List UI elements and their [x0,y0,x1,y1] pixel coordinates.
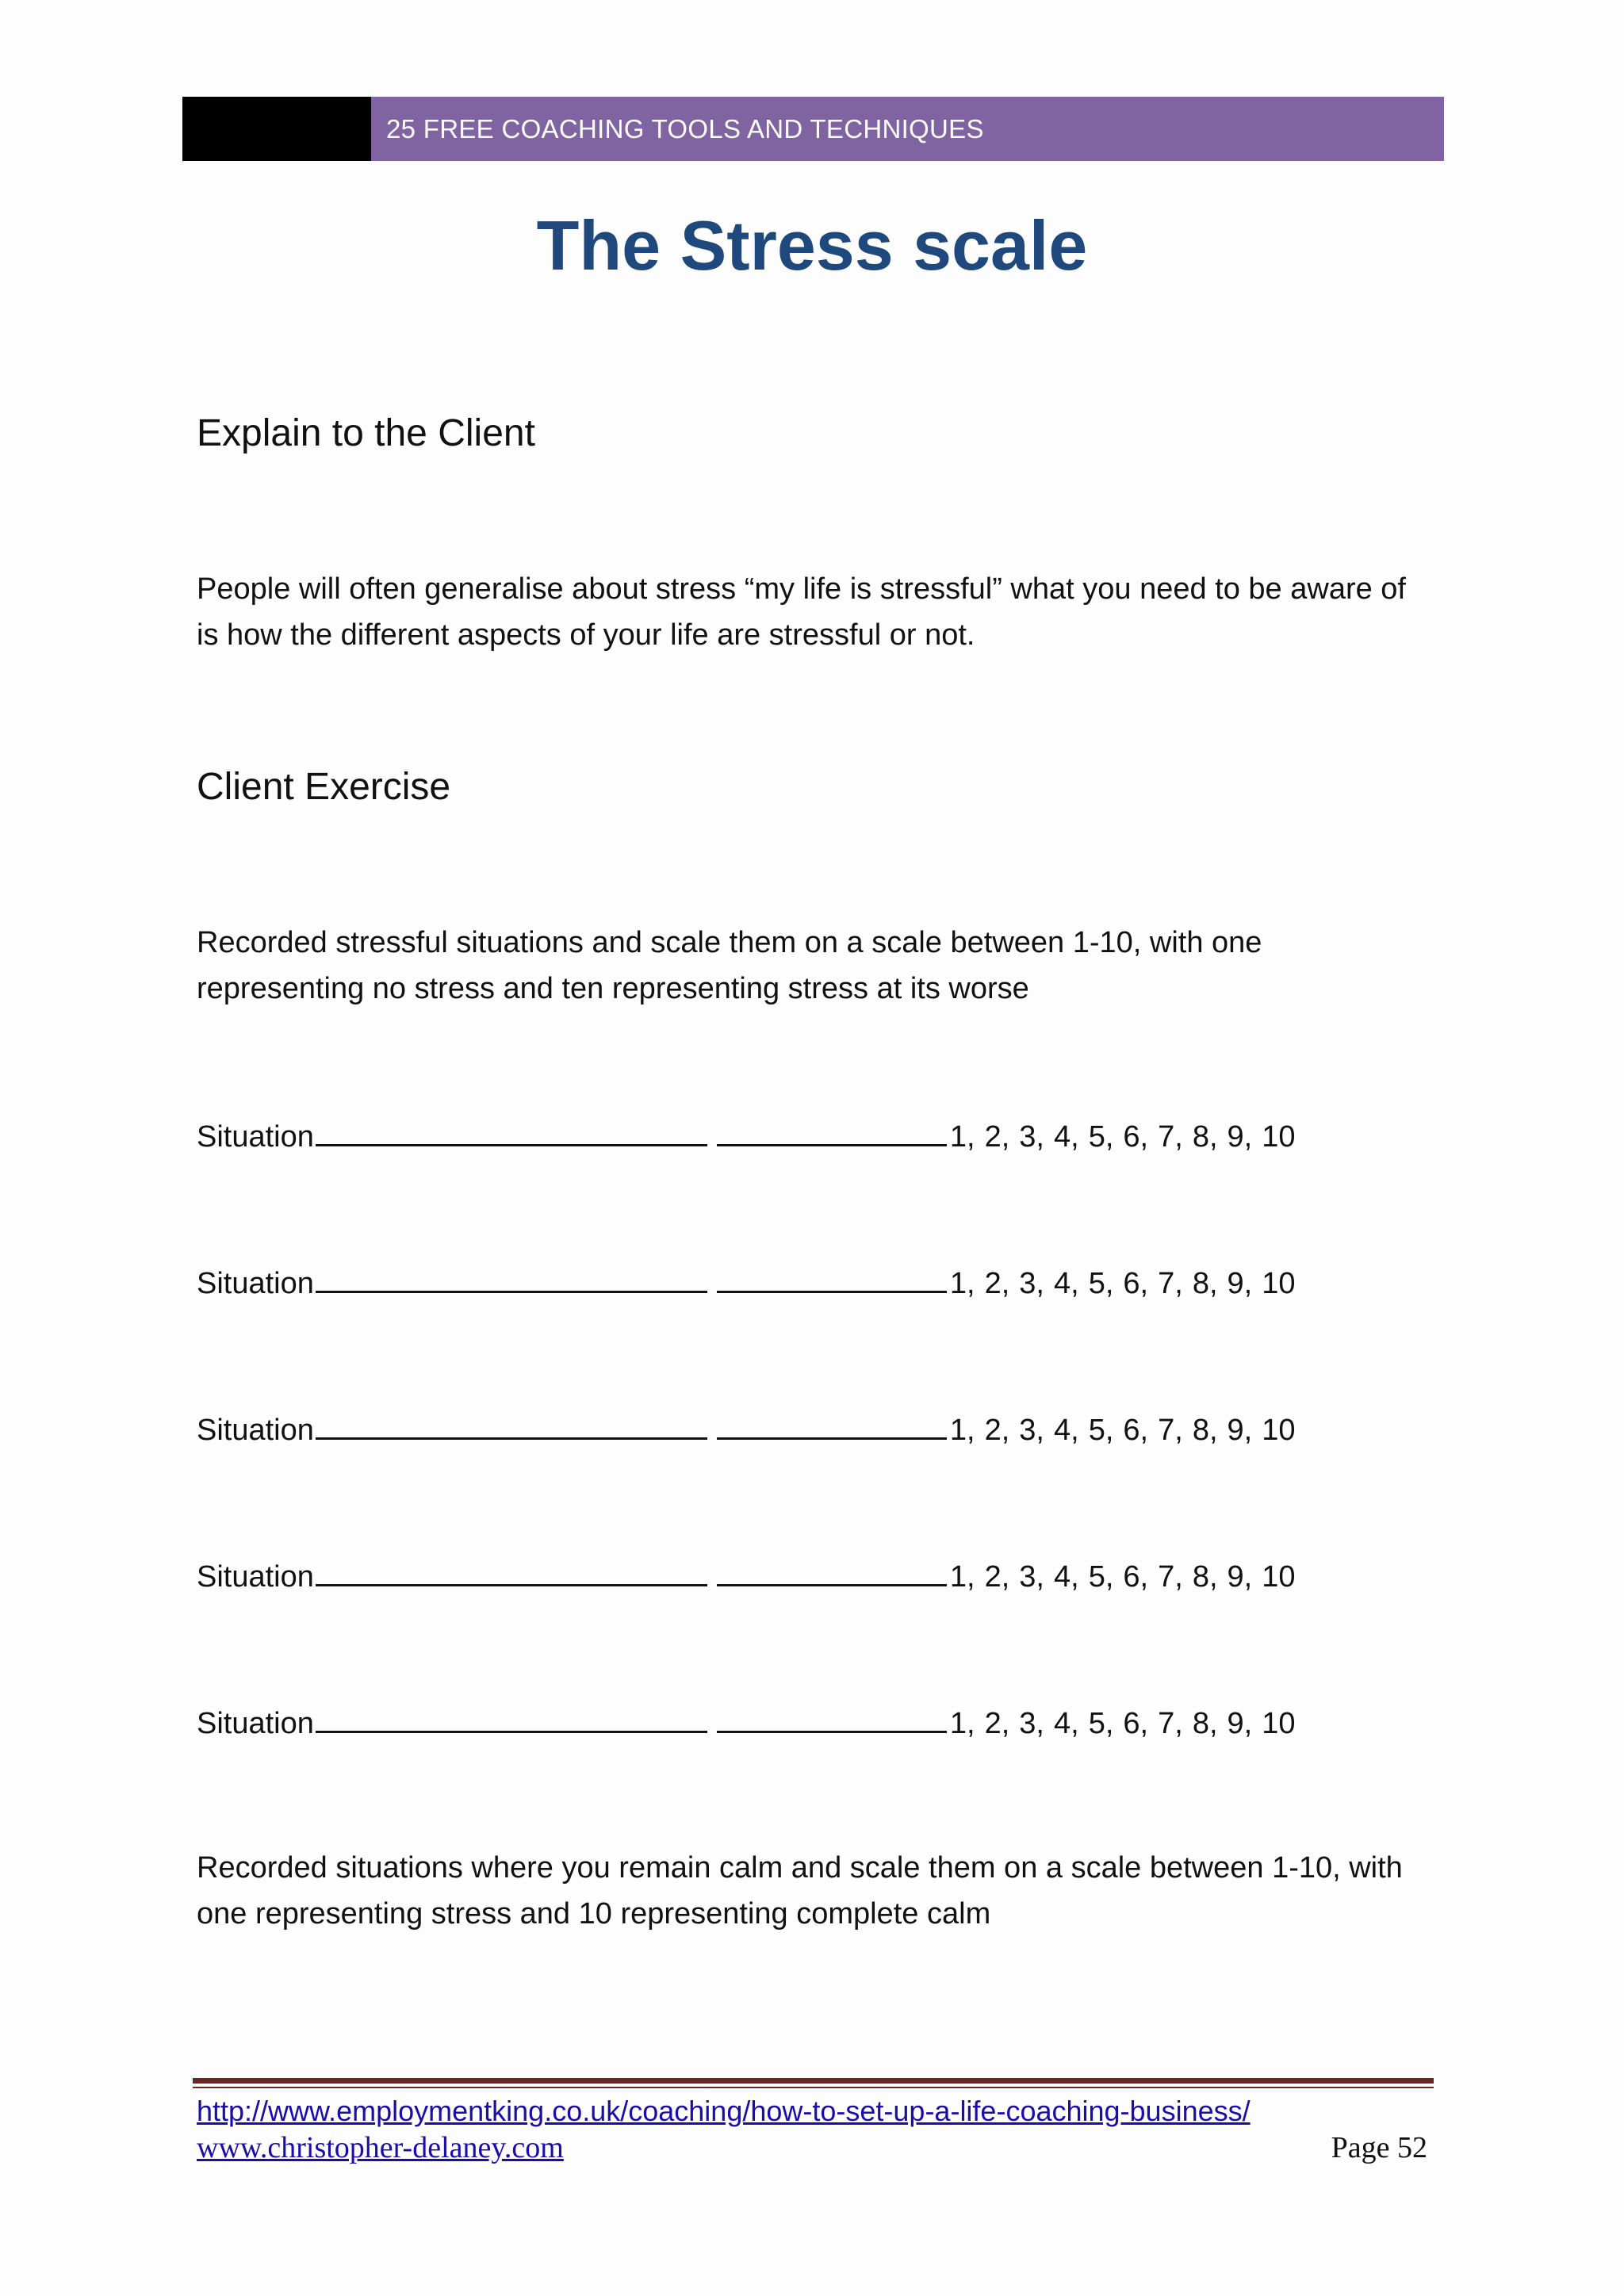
situation-blank-2[interactable] [717,1262,947,1293]
situation-label: Situation [197,1560,314,1594]
situation-row [197,1556,1305,1597]
scale-number[interactable]: 10 [1262,1120,1296,1154]
section-heading-exercise: Client Exercise [197,766,451,808]
header-black-block [182,97,371,161]
scale-number[interactable]: 9, [1227,1120,1253,1154]
scale-number[interactable]: 4, [1054,1414,1079,1447]
scale-number[interactable]: 7, [1158,1414,1183,1447]
page-title: The Stress scale [536,206,1088,285]
situation-row [197,1702,1305,1743]
situation-label: Situation [197,1267,314,1300]
scale-number[interactable]: 1, [949,1267,975,1300]
paragraph-line: People will often generalise about stress “my life is stressful” what you need to be aware of [197,572,1406,606]
scale-number[interactable]: 2, [984,1707,1010,1740]
scale-number[interactable]: 2, [984,1414,1010,1447]
situation-blank[interactable] [316,1262,707,1293]
situation-row [197,1115,1305,1157]
scale-number[interactable]: 6, [1123,1267,1149,1300]
scale-number[interactable]: 1, [949,1120,975,1154]
scale-number[interactable]: 2, [984,1120,1010,1154]
scale-number[interactable]: 3, [1019,1120,1044,1154]
scale-number[interactable]: 10 [1262,1560,1296,1594]
footer-divider-thin [193,2087,1434,2088]
scale-number[interactable]: 7, [1158,1120,1183,1154]
situation-label: Situation [197,1120,314,1154]
page-number: Page 52 [1331,2131,1427,2164]
scale-number[interactable]: 9, [1227,1267,1253,1300]
exercise-paragraph [197,920,1434,1012]
paragraph-line: Recorded situations where you remain calm and scale them on a scale between 1-10, with [197,1851,1403,1885]
paragraph-line: representing no stress and ten representing stress at its worse [197,972,1029,1005]
scale-number[interactable]: 10 [1262,1267,1296,1300]
scale-number[interactable]: 6, [1123,1120,1149,1154]
scale-number[interactable]: 5, [1088,1560,1114,1594]
scale-number[interactable]: 1, [949,1560,975,1594]
scale-number[interactable]: 4, [1054,1120,1079,1154]
situation-label: Situation [197,1707,314,1740]
situation-row [197,1409,1305,1450]
scale-number[interactable]: 4, [1054,1267,1079,1300]
situation-label: Situation [197,1414,314,1447]
situation-blank[interactable] [316,1556,707,1586]
situation-blank-2[interactable] [717,1409,947,1440]
scale-number[interactable]: 8, [1192,1707,1218,1740]
footer-link-website[interactable]: www.christopher-delaney.com [197,2131,564,2164]
scale-number[interactable]: 5, [1088,1120,1114,1154]
footer-divider [193,2078,1434,2084]
scale-number[interactable]: 1, [949,1707,975,1740]
paragraph-line: one representing stress and 10 representing complete calm [197,1897,991,1931]
scale-number[interactable]: 6, [1123,1560,1149,1594]
situation-blank-2[interactable] [717,1702,947,1733]
scale-number[interactable]: 3, [1019,1560,1044,1594]
scale-number[interactable]: 8, [1192,1560,1218,1594]
scale-number[interactable]: 4, [1054,1560,1079,1594]
paragraph-line: is how the different aspects of your life are stressful or not. [197,618,975,652]
scale-number[interactable]: 6, [1123,1414,1149,1447]
scale-number[interactable]: 9, [1227,1414,1253,1447]
scale-number[interactable]: 1, [949,1414,975,1447]
scale-number[interactable]: 8, [1192,1120,1218,1154]
scale-number[interactable]: 5, [1088,1707,1114,1740]
scale-number[interactable]: 9, [1227,1707,1253,1740]
scale-number[interactable]: 8, [1192,1414,1218,1447]
scale-number[interactable]: 5, [1088,1414,1114,1447]
scale-number[interactable]: 8, [1192,1267,1218,1300]
scale-number[interactable]: 6, [1123,1707,1149,1740]
scale-number[interactable]: 3, [1019,1707,1044,1740]
paragraph-line: Recorded stressful situations and scale them on a scale between 1-10, with one [197,926,1262,959]
header-title: 25 FREE COACHING TOOLS AND TECHNIQUES [386,114,984,144]
situation-blank-2[interactable] [717,1556,947,1586]
situation-blank-2[interactable] [717,1115,947,1146]
scale-number[interactable]: 4, [1054,1707,1079,1740]
scale-number[interactable]: 7, [1158,1267,1183,1300]
scale-number[interactable]: 3, [1019,1267,1044,1300]
explain-paragraph [197,566,1434,658]
situation-blank[interactable] [316,1702,707,1733]
section-heading-explain: Explain to the Client [197,412,535,454]
scale-number[interactable]: 7, [1158,1560,1183,1594]
situation-blank[interactable] [316,1409,707,1440]
scale-number[interactable]: 9, [1227,1560,1253,1594]
scale-number[interactable]: 5, [1088,1267,1114,1300]
scale-number[interactable]: 10 [1262,1707,1296,1740]
scale-number[interactable]: 2, [984,1560,1010,1594]
situation-blank[interactable] [316,1115,707,1146]
closing-paragraph [197,1845,1434,1937]
scale-number[interactable]: 3, [1019,1414,1044,1447]
scale-number[interactable]: 7, [1158,1707,1183,1740]
situation-row [197,1262,1305,1303]
footer-link-employmentking[interactable]: http://www.employmentking.co.uk/coaching/how-to-set-up-a-life-coaching-business/ [197,2095,1251,2127]
scale-number[interactable]: 2, [984,1267,1010,1300]
scale-number[interactable]: 10 [1262,1414,1296,1447]
